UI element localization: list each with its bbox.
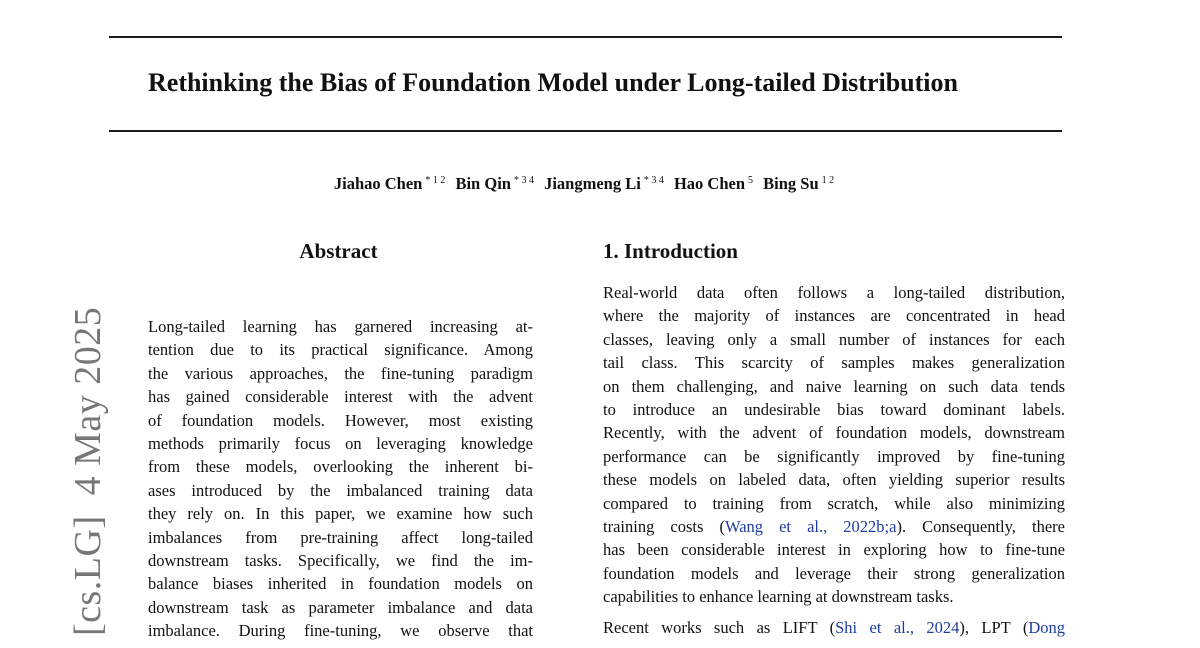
- intro-line: compared to training from scratch, while also minimizing: [603, 493, 1065, 513]
- abstract-line: of foundation models. However, most existing: [148, 410, 533, 430]
- abstract-line: ases introduced by the imbalanced training data: [148, 480, 533, 500]
- author-name: Bin Qin: [455, 174, 511, 193]
- intro-text: training costs (: [603, 516, 725, 536]
- abstract-line: the various approaches, the fine-tuning paradigm: [148, 363, 533, 383]
- abstract-heading: Abstract: [299, 239, 378, 263]
- intro-line: performance can be significantly improved by fine-tuning: [603, 446, 1065, 466]
- top-rule: [109, 36, 1062, 38]
- bottom-rule: [109, 130, 1062, 132]
- author: [334, 174, 445, 193]
- intro-text: Recent works such as LIFT (: [603, 618, 836, 638]
- abstract-line: balance biases inherited in foundation models on: [148, 574, 533, 594]
- author-affiliation: * 1 2: [425, 175, 446, 186]
- author-affiliation: * 3 4: [513, 175, 534, 186]
- citation-link[interactable]: Wang et al., 2022b;a: [724, 516, 897, 536]
- abstract-line: tention due to its practical significance. Among: [148, 340, 533, 360]
- abstract-body: [148, 315, 533, 642]
- author: [455, 174, 534, 193]
- abstract-line: imbalances from pre-training affect long-tailed: [148, 527, 533, 547]
- citation-link[interactable]: Dong: [1028, 618, 1065, 638]
- intro-line: these models on labeled data, often yielding superior results: [603, 470, 1065, 490]
- intro-line: has been considerable interest in exploring how to fine-tune: [603, 540, 1065, 560]
- author-name: Jiangmeng Li: [544, 174, 641, 193]
- abstract-line: they rely on. In this paper, we examine how such: [148, 504, 533, 524]
- intro-line: [603, 515, 1065, 538]
- author: [674, 174, 753, 193]
- intro-line: on them challenging, and naive learning on such data tends: [603, 376, 1065, 396]
- author-name: Bing Su: [763, 174, 819, 193]
- intro-line: capabilities to enhance learning at downstream tasks.: [603, 587, 954, 607]
- author-affiliation: 1 2: [821, 175, 835, 186]
- citation-link[interactable]: Shi et al., 2024: [835, 618, 960, 638]
- intro-line: tail class. This scarcity of samples makes generalization: [603, 353, 1065, 373]
- abstract-line: downstream task as parameter imbalance and data: [148, 597, 533, 617]
- author-list: [0, 174, 1168, 194]
- intro-line: where the majority of instances are concentrated in head: [603, 306, 1065, 326]
- abstract-line: has gained considerable interest with the advent: [148, 387, 533, 407]
- intro-line: to introduce an undesirable bias toward dominant labels.: [603, 399, 1065, 419]
- paragraph-gap: [603, 608, 1065, 616]
- author-affiliation: 5: [748, 175, 754, 186]
- intro-line: [603, 616, 1065, 639]
- abstract-line: methods primarily focus on leveraging knowledge: [148, 433, 533, 453]
- abstract-line: from these models, overlooking the inherent bi-: [148, 457, 533, 477]
- abstract-line: Long-tailed learning has garnered increasing at-: [148, 317, 533, 336]
- intro-line: foundation models and leverage their strong generalization: [603, 563, 1065, 583]
- abstract-line: imbalance. During fine-tuning, we observe that: [148, 621, 533, 641]
- intro-text: ). Consequently, there: [896, 516, 1065, 536]
- intro-line: Real-world data often follows a long-tailed distribution,: [603, 283, 1065, 302]
- intro-text: ), LPT (: [959, 618, 1029, 638]
- arxiv-stamp: [cs.LG] 4 May 2025: [67, 306, 109, 636]
- author-name: Hao Chen: [673, 174, 746, 193]
- intro-line: classes, leaving only a small number of instances for each: [603, 329, 1065, 349]
- section-heading-introduction: 1. Introduction: [603, 239, 738, 263]
- author-name: Jiahao Chen: [333, 174, 423, 193]
- abstract-line: downstream tasks. Specifically, we find the im-: [148, 550, 533, 570]
- paper-title: Rethinking the Bias of Foundation Model under Long-tailed Distribution: [148, 68, 958, 97]
- intro-line: Recently, with the advent of foundation models, downstream: [603, 423, 1065, 443]
- author: [763, 174, 834, 193]
- author: [544, 174, 664, 193]
- introduction-body: [603, 281, 1065, 640]
- author-affiliation: * 3 4: [643, 175, 664, 186]
